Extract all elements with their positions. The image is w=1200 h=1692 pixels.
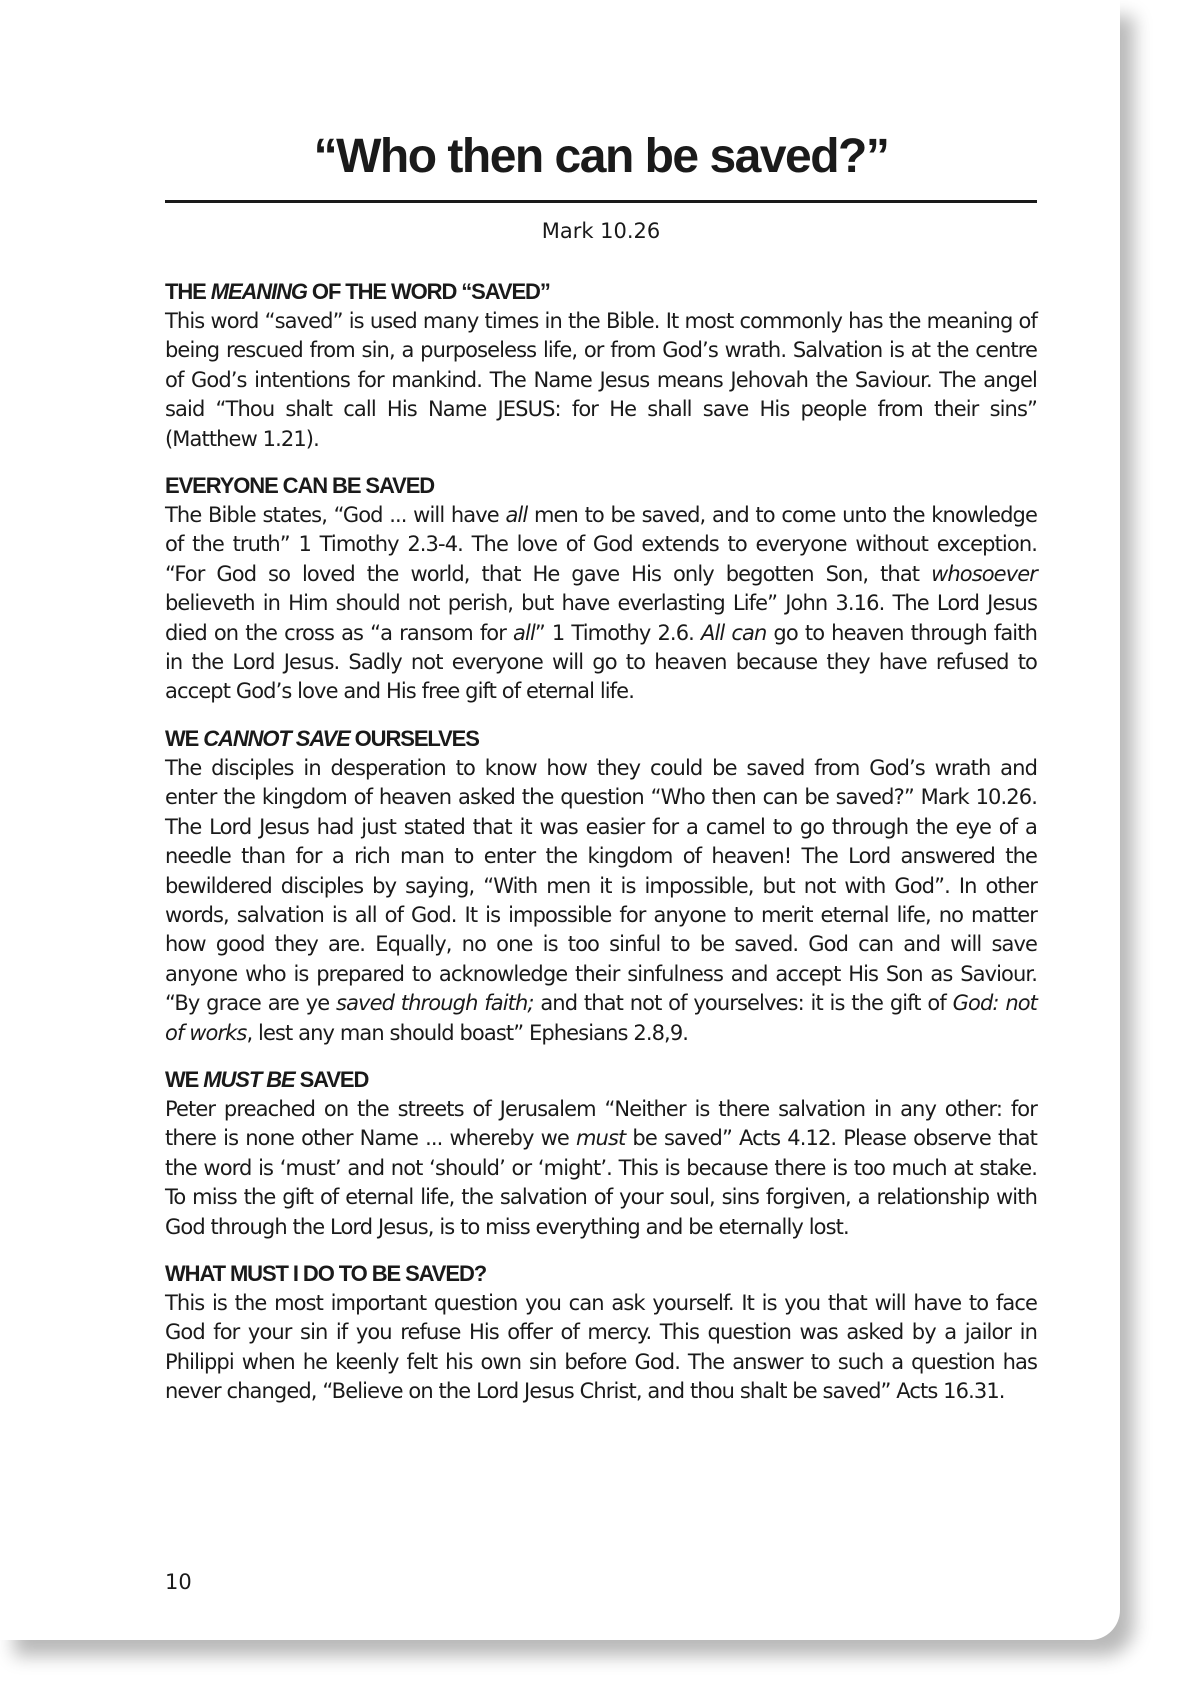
section-we-cannot-save-ourselves bbox=[165, 724, 1037, 1048]
section-heading: WE MUST BE SAVED bbox=[165, 1066, 369, 1092]
section-heading: EVERYONE CAN BE SAVED bbox=[165, 473, 435, 499]
section-body: This is the most important question you can ask yourself. It is you that will have to face God for your sin if you refuse His offer of mercy. This question was asked by a jailor in Philippi when he keenly felt his own sin before God. The answer to such a question has never changed, “Believe on the Lord Jesus Christ, and thou shalt be saved” Acts 16.31. bbox=[165, 1290, 1037, 1404]
title-rule bbox=[165, 200, 1037, 203]
scripture-reference: Mark 10.26 bbox=[541, 219, 661, 243]
page-title: “Who then can be saved?” bbox=[313, 130, 889, 183]
page-content bbox=[165, 128, 1037, 1407]
section-heading: WE CANNOT SAVE OURSELVES bbox=[165, 725, 479, 751]
page-number: 10 bbox=[165, 1570, 192, 1594]
section-body: This word “saved” is used many times in the Bible. It most commonly has the meaning of being rescued from sin, a purposeless life, or from God’s wrath. Salvation is at the centre of God’s intentions for mankind. The Name Jesus means Jehovah the Saviour. The angel said “Thou shalt call His Name JESUS: for He shall save His people from their sins” (Matthew 1.21). bbox=[165, 309, 1037, 451]
section-heading: THE MEANING OF THE WORD “SAVED” bbox=[165, 279, 550, 304]
section-everyone-can-be-saved bbox=[165, 471, 1037, 707]
section-we-must-be-saved bbox=[165, 1065, 1037, 1242]
section-body: The disciples in desperation to know how they could be saved from God’s wrath and enter the kingdom of heaven asked the question “Who then can be saved?” Mark 10.26. The Lord Jesus had just stated that it was easier for a camel to go through the eye of a needle than for a rich man to enter the kingdom of heaven! The Lord answered the bewildered disciples by saying, “With men it is impossible, but not with God”. In other words, salvation is all of God. It is impossible for anyone to merit eternal life, no matter how good they are. Equally, no one is too sinful to be saved. God can and will save anyone who is prepared to acknowledge their sinfulness and accept His Son as Saviour. “By grace are ye saved through faith; and that not of yourselves: it is the gift of God: not of works, lest any man should boast” Ephesians 2.8,9. bbox=[165, 755, 1038, 1045]
section-body: Peter preached on the streets of Jerusalem “Neither is there salvation in any other: for there is none other Name ... whereby we must be saved” Acts 4.12. Please observe that the word is ‘must’ and not ‘should’ or ‘might’. This is because there is too much at stake. To miss the gift of eternal life, the salvation of your soul, sins forgiven, a relationship with God through the Lord Jesus, is to miss everything and be eternally lost. bbox=[165, 1096, 1037, 1239]
section-body: The Bible states, “God ... will have all men to be saved, and to come unto the knowledge of the truth” 1 Timothy 2.3-4. The love of God extends to everyone without exception. “For God so loved the world, that He gave His only begotten Son, that whosoever believeth in Him should not perish, but have everlasting Life” John 3.16. The Lord Jesus died on the cross as “a ransom for all” 1 Timothy 2.6. All can go to heaven through faith in the Lord Jesus. Sadly not everyone will go to heaven because they have refused to accept God’s love and His free gift of eternal life. bbox=[165, 503, 1038, 704]
section-heading: WHAT MUST I DO TO BE SAVED? bbox=[165, 1260, 487, 1286]
section-what-must-i-do bbox=[165, 1259, 1037, 1407]
section-meaning-of-saved bbox=[165, 277, 1037, 454]
